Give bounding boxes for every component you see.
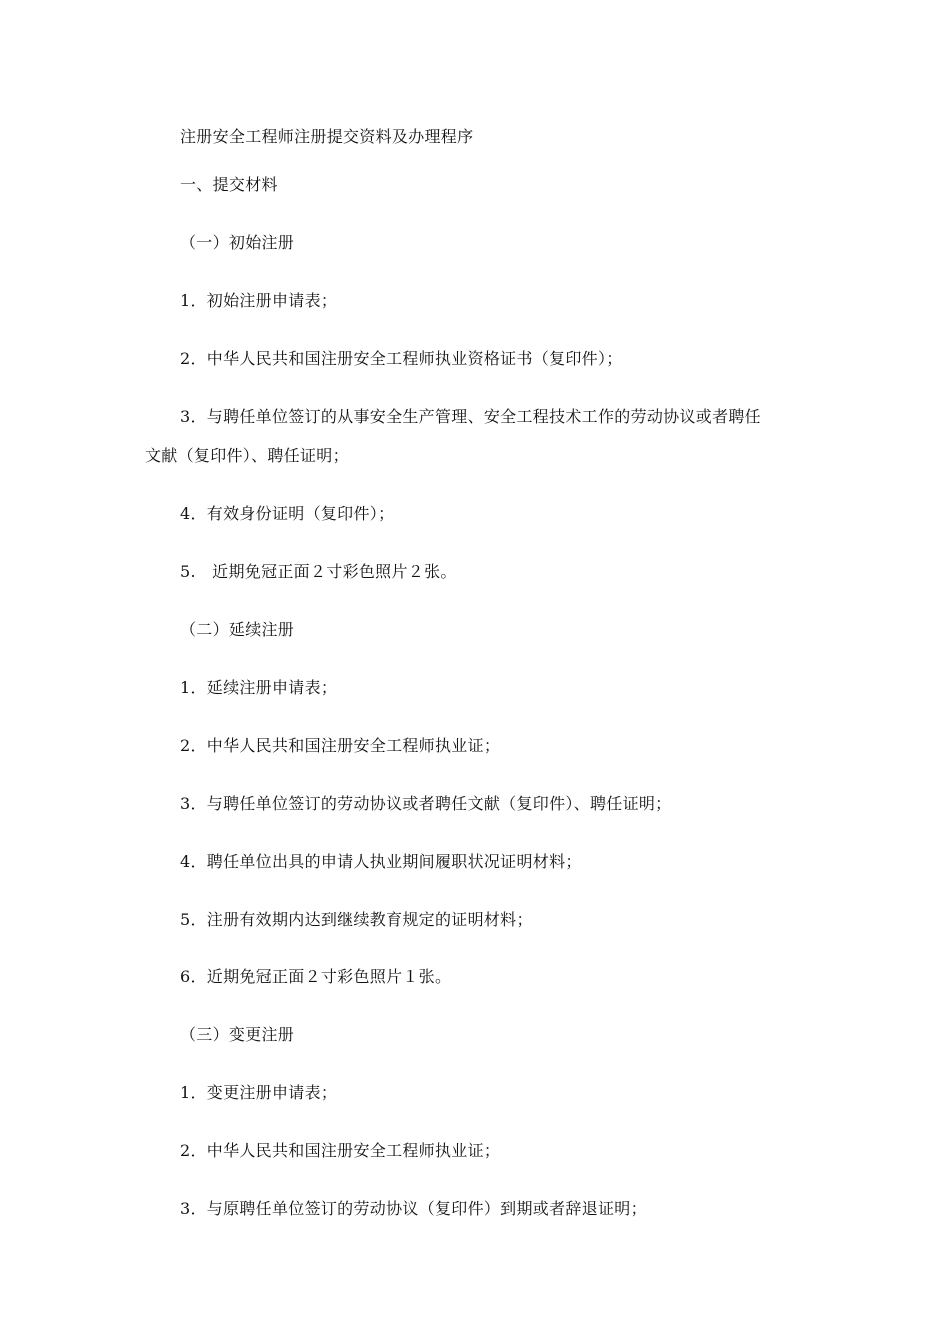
list-item-continuation: 文献（复印件）、聘任证明； [145,446,349,465]
list-item: 2．中华人民共和国注册安全工程师执业资格证书（复印件）； [180,349,623,368]
list-item: 6．近期免冠正面２寸彩色照片１张。 [180,967,452,986]
list-item: 1．初始注册申请表； [180,291,338,310]
list-item: 2．中华人民共和国注册安全工程师执业证； [180,736,501,755]
subsection-heading: （二）延续注册 [180,620,295,639]
list-item: 3．与聘任单位签订的从事安全生产管理、安全工程技术工作的劳动协议或者聘任 [180,407,761,426]
list-item: 3．与聘任单位签订的劳动协议或者聘任文献（复印件）、聘任证明； [180,794,672,813]
list-item: 4．有效身份证明（复印件）； [180,504,395,523]
document-title: 注册安全工程师注册提交资料及办理程序 [180,127,474,146]
subsection-heading: （一）初始注册 [180,233,295,252]
subsection-heading: （三）变更注册 [180,1025,295,1044]
section-heading: 一、提交材料 [180,175,278,194]
list-item: 2．中华人民共和国注册安全工程师执业证； [180,1141,501,1160]
list-item: 4．聘任单位出具的申请人执业期间履职状况证明材料； [180,852,582,871]
list-item: 5．注册有效期内达到继续教育规定的证明材料； [180,910,533,929]
list-item: 5. 近期免冠正面２寸彩色照片２张。 [180,562,457,581]
list-item: 1．延续注册申请表； [180,678,338,697]
list-item: 1．变更注册申请表； [180,1083,338,1102]
list-item: 3．与原聘任单位签订的劳动协议（复印件）到期或者辞退证明； [180,1199,647,1218]
